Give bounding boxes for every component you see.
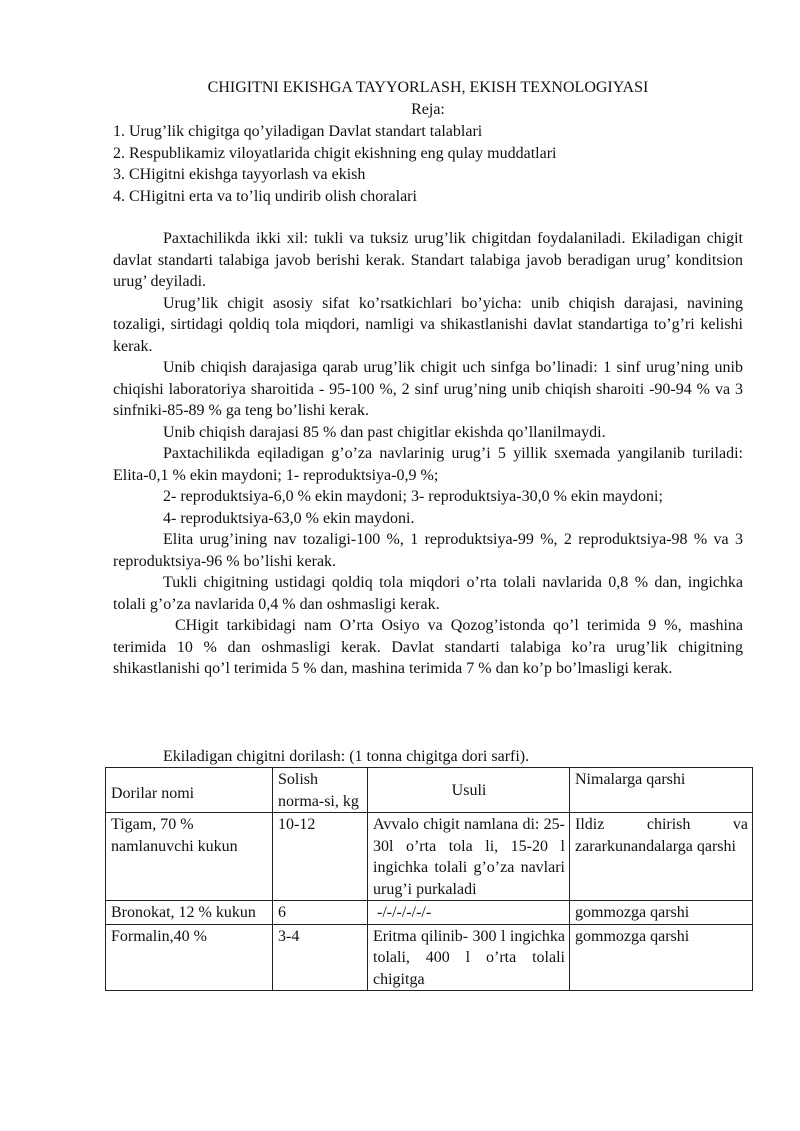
- table-cell: -/-/-/-/-/-: [368, 901, 570, 925]
- header-cell-rate: Solish norma-si, kg: [273, 768, 368, 813]
- plan-list: [113, 121, 556, 207]
- table-cell: Tigam, 70 % namlanuvchi kukun: [106, 813, 273, 901]
- paragraph: CHigit tarkibidagi nam O’rta Osiyo va Qozog’istonda qo’l terimida 9 %, mashina terimida 10 % dan oshmasligi kerak. Davlat standarti talabiga ko’ra urug’lik chigitning shikastlanishi qo’l terimida 5 % dan, mashina terimida 7 % dan ko’p bo’lmasligi kerak.: [113, 617, 743, 677]
- paragraph: Elita urug’ining nav tozaligi-100 %, 1 reproduktsiya-99 %, 2 reproduktsiya-98 % va 3 reproduktsiya-96 % bo’lishi kerak.: [113, 531, 743, 570]
- paragraph: 2- reproduktsiya-6,0 % ekin maydoni; 3- reproduktsiya-30,0 % ekin maydoni;: [163, 488, 663, 505]
- plan-item: 4. CHigitni erta va to’liq undirib olish choralari: [113, 187, 417, 205]
- document-title: CHIGITNI EKISHGA TAYYORLASH, EKISH TEXNOLOGIYASI: [207, 79, 649, 96]
- table-cell: Ildiz chirish va zararkunandalarga qarshi: [570, 813, 753, 901]
- header-cell-method: Usuli: [368, 768, 570, 813]
- table-cell: Avvalo chigit namlana di: 25-30l o’rta tola li, 15-20 l ingichka tolali g’o’za navlari urug’i purkaladi: [368, 813, 570, 901]
- table-cell: 6: [273, 901, 368, 925]
- table-cell: gommozga qarshi: [570, 924, 753, 991]
- document-body: [113, 228, 743, 680]
- table-cell: Eritma qilinib- 300 l ingichka tolali, 400 l o’rta tolali chigitga: [368, 924, 570, 991]
- paragraph: Paxtachilikda ikki xil: tukli va tuksiz urug’lik chigitdan foydalaniladi. Ekiladigan chigit davlat standarti talabiga javob berishi kerak. Standart talabiga javob beradigan urug’ konditsion urug’ deyiladi.: [113, 230, 743, 290]
- plan-item: 1. Urug’lik chigitga qo’yiladigan Davlat standart talablari: [113, 123, 483, 140]
- plan-heading: Reja:: [411, 101, 445, 118]
- table-cell: 3-4: [273, 924, 368, 991]
- paragraph: Unib chiqish darajasiga qarab urug’lik chigit uch sinfga bo’linadi: 1 sinf urug’ning unib chiqishi laboratoriya sharoitida - 95-100 %, 2 sinf urug’ning unib chiqish sharoiti -90-94 % va 3 sinfniki-85-89 % ga teng bo’lishi kerak.: [113, 359, 743, 419]
- header-cell-target: Nimalarga qarshi: [570, 768, 753, 813]
- paragraph: Unib chiqish darajasi 85 % dan past chigitlar ekishda qo’llanilmaydi.: [163, 423, 606, 441]
- table-row: [106, 901, 753, 925]
- paragraph: Paxtachilikda eqiladigan g’o’za navlarinig urug’i 5 yillik sxemada yangilanib turiladi: Elita-0,1 % ekin maydoni; 1- reproduktsiya-0,9 %;: [113, 445, 743, 484]
- paragraph: Urug’lik chigit asosiy sifat ko’rsatkichlari bo’yicha: unib chiqish darajasi, navining tozaligi, sirtidagi qoldiq tola miqdori, namligi va shikastlanishi davlat standartiga to’g’ri kelishi kerak.: [113, 294, 743, 355]
- table-cell: Bronokat, 12 % kukun: [106, 901, 273, 925]
- table-header-row: [106, 768, 753, 813]
- table-row: [106, 813, 753, 901]
- plan-item: 2. Respublikamiz viloyatlarida chigit ekishning eng qulay muddatlari: [113, 144, 557, 162]
- table-caption: Ekiladigan chigitni dorilash: (1 tonna chigitga dori sarfi).: [163, 748, 530, 765]
- table-cell: 10-12: [273, 813, 368, 901]
- paragraph: 4- reproduktsiya-63,0 % ekin maydoni.: [163, 509, 415, 527]
- treatment-table: [105, 767, 753, 991]
- table-row: [106, 924, 753, 991]
- plan-item: 3. CHigitni ekishga tayyorlash va ekish: [113, 166, 366, 183]
- paragraph: Tukli chigitning ustidagi qoldiq tola miqdori o’rta tolali navlarida 0,8 % dan, ingichka tolali g’o’za navlarida 0,4 % dan oshmasligi kerak.: [113, 574, 743, 613]
- header-cell-name: Dorilar nomi: [106, 768, 273, 813]
- table-cell: Formalin,40 %: [106, 924, 273, 991]
- table-cell: gommozga qarshi: [570, 901, 753, 925]
